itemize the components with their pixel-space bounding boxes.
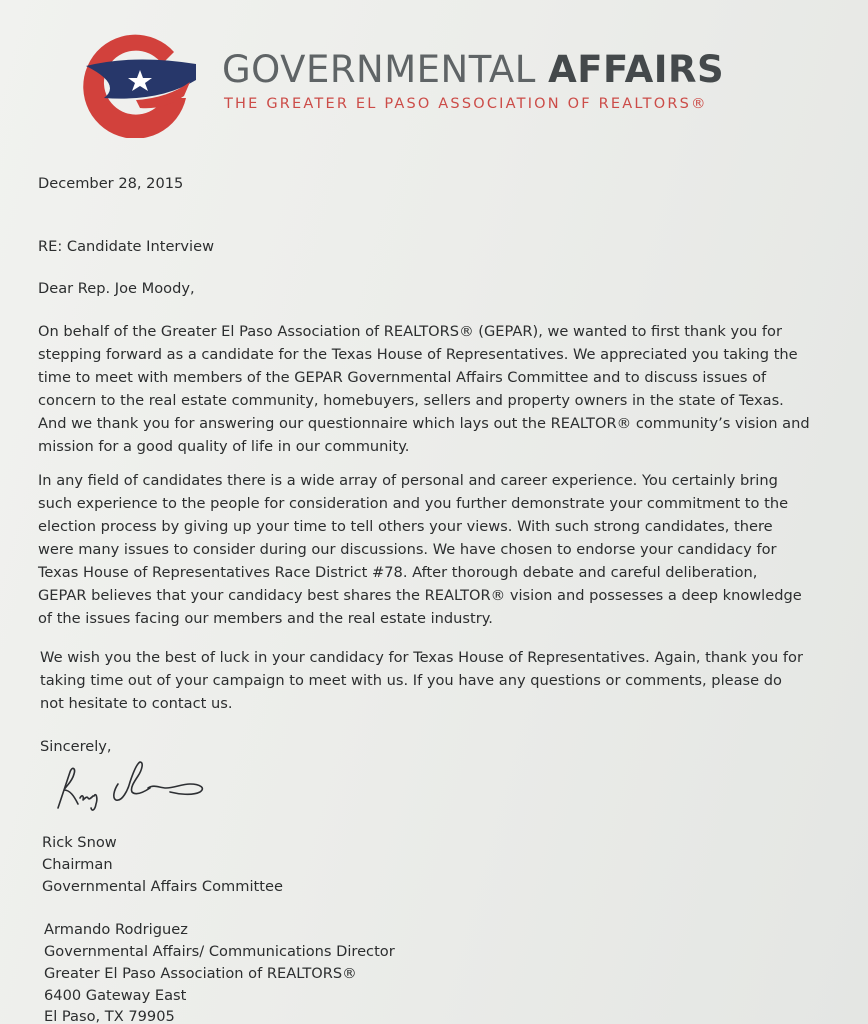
contact-name: Armando Rodriguez <box>44 921 188 938</box>
handwritten-signature <box>50 754 220 818</box>
letter-closing: Sincerely, <box>40 738 112 755</box>
paragraph-line: And we thank you for answering our questionnaire which lays out the REALTOR® community’s vision and <box>38 415 810 432</box>
gepar-logo-icon <box>64 26 200 138</box>
letterhead-subtitle: THE GREATER EL PASO ASSOCIATION OF REALTORS® <box>224 96 708 112</box>
paragraph-line: GEPAR believes that your candidacy best shares the REALTOR® vision and possesses a deep knowledge <box>38 587 802 604</box>
paragraph-line: time to meet with members of the GEPAR Governmental Affairs Committee and to discuss issues of <box>38 369 767 386</box>
paragraph-line: were many issues to consider during our discussions. We have chosen to endorse your candidacy for <box>38 541 777 558</box>
letterhead-title-bold: AFFAIRS <box>548 48 725 91</box>
letterhead-title <box>222 48 724 91</box>
letter-subject: RE: Candidate Interview <box>38 238 215 255</box>
letter-salutation: Dear Rep. Joe Moody, <box>38 280 195 297</box>
signer-title: Chairman <box>42 856 113 873</box>
letter-date: December 28, 2015 <box>38 175 184 192</box>
paragraph-line: election process by giving up your time to tell others your views. With such strong candidates, there <box>38 518 773 535</box>
paragraph-line: In any field of candidates there is a wide array of personal and career experience. You certainly bring <box>38 472 778 489</box>
paragraph-line: of the issues facing our members and the real estate industry. <box>38 610 493 627</box>
signer-name: Rick Snow <box>42 834 117 851</box>
paragraph-line: On behalf of the Greater El Paso Association of REALTORS® (GEPAR), we wanted to first thank you for <box>38 323 782 340</box>
paragraph-line: Texas House of Representatives Race District #78. After thorough debate and careful deliberation, <box>38 564 758 581</box>
contact-street: 6400 Gateway East <box>44 987 187 1004</box>
letterhead-title-light: GOVERNMENTAL <box>222 48 549 91</box>
contact-org: Greater El Paso Association of REALTORS® <box>44 965 357 982</box>
signer-committee: Governmental Affairs Committee <box>42 878 283 895</box>
contact-city: El Paso, TX 79905 <box>44 1008 175 1024</box>
paragraph-line: mission for a good quality of life in our community. <box>38 438 410 455</box>
paragraph-line: We wish you the best of luck in your candidacy for Texas House of Representatives. Again, thank you for <box>40 649 803 666</box>
paragraph-line: concern to the real estate community, homebuyers, sellers and property owners in the state of Texas. <box>38 392 784 409</box>
paragraph-line: not hesitate to contact us. <box>40 695 233 712</box>
paragraph-line: such experience to the people for consideration and you further demonstrate your commitment to the <box>38 495 789 512</box>
contact-title: Governmental Affairs/ Communications Director <box>44 943 395 960</box>
paragraph-line: taking time out of your campaign to meet with us. If you have any questions or comments, please do <box>40 672 782 689</box>
paragraph-line: stepping forward as a candidate for the Texas House of Representatives. We appreciated you taking the <box>38 346 798 363</box>
